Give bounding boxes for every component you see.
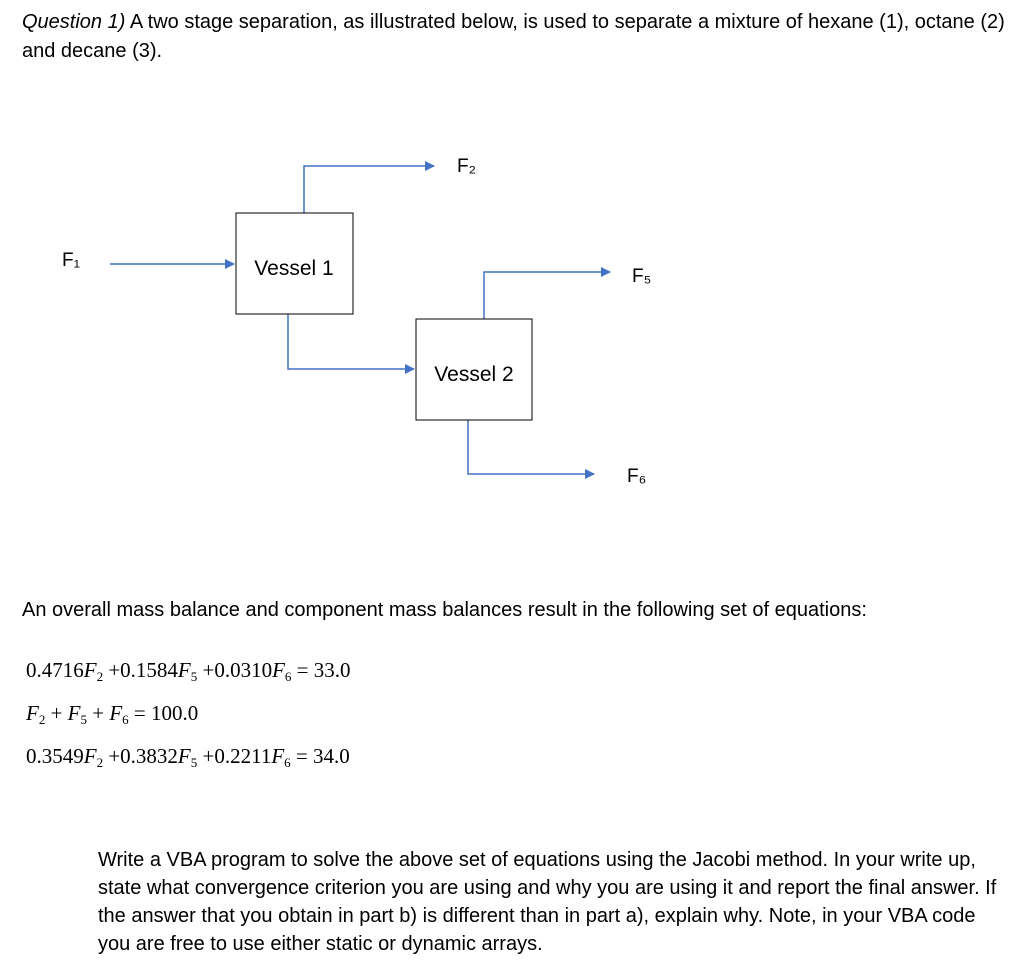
vessel-2-label: Vessel 2 bbox=[434, 363, 514, 386]
equation-3: $0.3549F_2 +0.3832F_5 +0.2211F_6 = 34.0$ bbox=[26, 744, 350, 770]
eq1-rhs: 33.0 bbox=[313, 658, 351, 682]
eq2-rhs: 100.0 bbox=[151, 701, 199, 725]
eq1-coef-f5: 0.1584 bbox=[120, 658, 178, 682]
eq3-rhs: 34.0 bbox=[313, 744, 350, 768]
equation-1: $0.4716F_2 +0.1584F_5 +0.0310F_6 = 33.0$ bbox=[26, 658, 351, 684]
eq3-coef-f2: 0.3549 bbox=[26, 744, 84, 768]
question-body: A two stage separation, as illustrated below, is used to separate a mixture of hexane (1), octane (2) and decane (3). bbox=[22, 11, 1005, 62]
eq3-coef-f6: 0.2211 bbox=[214, 744, 272, 768]
eq1-coef-f6: 0.0310 bbox=[214, 658, 273, 682]
stream-f5-line bbox=[484, 272, 610, 319]
stream-f6-line bbox=[468, 420, 594, 474]
question-label: Question 1) bbox=[22, 11, 126, 33]
stream-f6-label: F₆ bbox=[627, 466, 647, 487]
stream-v1-to-v2-line bbox=[288, 314, 414, 369]
stream-f2-label: F₂ bbox=[457, 156, 476, 177]
eq3-coef-f5: 0.3832 bbox=[120, 744, 178, 768]
stream-f1-label: F₁ bbox=[62, 250, 81, 271]
equation-system bbox=[26, 652, 351, 781]
stream-f5-label: F₅ bbox=[632, 266, 652, 287]
intro-text: An overall mass balance and component mass balances result in the following set of equations: bbox=[22, 599, 867, 621]
eq1-coef-f2: 0.4716 bbox=[26, 658, 84, 682]
task-text: Write a VBA program to solve the above set of equations using the Jacobi method. In your write up, state what convergence criterion you are using and why you are using it and report the final answer. If the answer that you obtain in part b) is different than in part a), explain why. Note, in your VBA code you are free to use either static or dynamic arrays. bbox=[98, 849, 997, 955]
equation-2: $F_2 + F_5 + F_6 = 100.0$ bbox=[26, 701, 199, 727]
stream-f2-line bbox=[304, 166, 434, 213]
vessel-1-label: Vessel 1 bbox=[254, 257, 334, 280]
